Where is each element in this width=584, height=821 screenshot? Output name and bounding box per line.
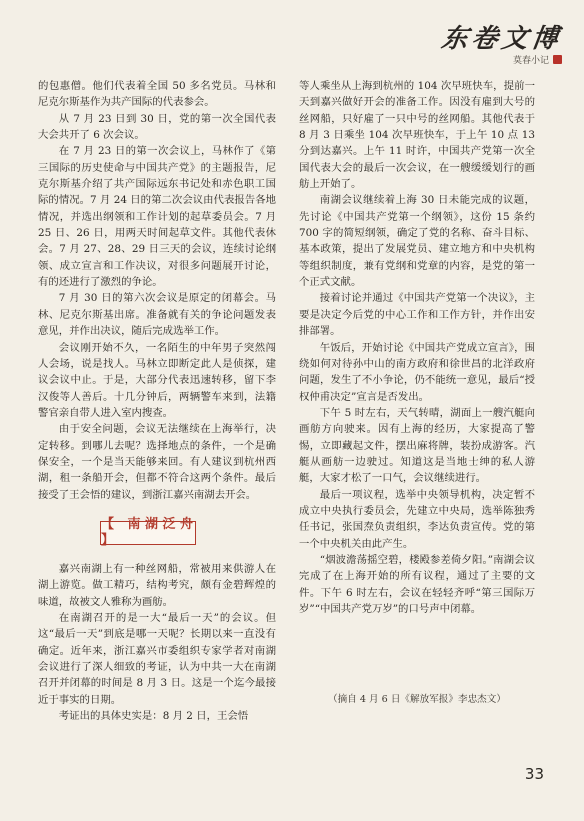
paragraph: 南湖会议继续着上海 30 日未能完成的议题，先讨论《中国共产党第一个纲领》，这份 15 条约 700 字的简短纲领，确定了党的名称、奋斗目标、基本政策，提出了发展党员、建立地方和中央机构等组织制度，兼有党纲和党章的内容，是党的第一个正式文献。 <box>299 194 535 289</box>
red-seal-icon <box>553 55 562 64</box>
paragraph: 嘉兴南湖上有一种丝网船，常被用来供游人在湖上游览。做工精巧，结构考究，颇有金碧辉煌的味道，故被文人雅称为画舫。 <box>38 562 276 608</box>
paragraph: “烟波澹荡摇空碧，楼殿参差倚夕阳。”南湖会议完成了在上海开始的所有议程，通过了主要的文件。下午 6 时左右，会议在轻轻齐呼“第三国际万岁”“中国共产党万岁”的口号声中闭幕。 <box>299 553 535 615</box>
left-column <box>38 78 276 724</box>
paragraph: 接着讨论并通过《中国共产党第一个决议》，主要是决定今后党的中心工作和工作方针，并作出安排部署。 <box>299 292 535 338</box>
paragraph: 在南湖召开的是一大“最后一天”的会议。但这“最后一天”到底是哪一天呢？长期以来一直没有确定。近年来，浙江嘉兴市委组织专家学者对南湖会议进行了深人细致的考证，认为中共一大在南湖召开并闭幕的时间是 8 月 3 日。这是一个迄今最接近于事实的日期。 <box>38 611 276 706</box>
masthead-title: 东卷文博 <box>439 24 564 54</box>
paragraph: 会议刚开始不久，一名陌生的中年男子突然闯人会场，说是找人。马林立即断定此人是侦探，建议会议中止。于是，大部分代表迅速转移，留下李汉俊等人善后。十几分钟后，两辆警车来到，法籍警官亲自带人进入室内搜查。 <box>38 341 276 419</box>
paragraph: 7 月 30 日的第六次会议是原定的闭幕会。马林、尼克尔斯基出席。准备就有关的争论问题发表意见，并作出决议，随后完成选举工作。 <box>38 292 276 338</box>
paragraph: 考证出的具体史实是：8 月 2 日，王会悟 <box>58 710 249 723</box>
paragraph: 从 7 月 23 日到 30 日，党的第一次全国代表大会共开了 6 次会议。 <box>38 112 276 142</box>
section-heading: 【 南湖泛舟 】 <box>101 516 195 548</box>
source-note: （摘自 4 月 6 日《解放军报》李忠杰文） <box>328 694 506 705</box>
paragraph: 由于安全问题，会议无法继续在上海举行，决定转移。到哪儿去呢？选择地点的条件，一个是确保安全，一个是当天能够来回。有人建议到杭州西湖，租一条船开会，但都不符合这两个条件。最后接受了王会悟的建议，到浙江嘉兴南湖去开会。 <box>38 423 276 501</box>
paragraph: 下午 5 时左右，天气转晴，湖面上一艘汽艇向画舫方向驶来。因有上海的经历，大家提高了警惕，立即藏起文件，摆出麻将牌，装扮成游客。汽艇从画舫一边驶过。知道这是当地士绅的私人游艇，大家才松了一口气，会议继续进行。 <box>299 406 535 485</box>
right-column <box>299 78 535 617</box>
paragraph: 在 7 月 23 日的第一次会议上，马林作了《第三国际的历史使命与中国共产党》的主题报告，尼克尔斯基介绍了共产国际远东书记处和赤色职工国际的情况。7 月 24 日的第二次会议由代表报告各地情况，并选出纲领和工作计划的起草委员会。7 月 25 日、26 日，用两天时间起草文件。其他代表休会。7 月 27、28、29 日三天的会议，连续讨论纲领、成立宣言和工作决议，对很多问题展开讨论，有的还进行了激烈的争论。 <box>38 145 276 289</box>
paragraph: 的包惠僧。他们代表着全国 50 多名党员。马林和尼克尔斯基作为共产国际的代表参会。 <box>38 80 276 109</box>
masthead-signature: 莫春小记 <box>512 56 549 66</box>
page-number: 33 <box>524 765 544 783</box>
paragraph: 最后一项议程，选举中央领导机构，决定暂不成立中央执行委员会，先建立中央局，选举陈独秀任书记，张国焘负责组织，李达负责宣传。党的第一个中央机关由此产生。 <box>299 488 535 550</box>
paragraph: 等人乘坐从上海到杭州的 104 次早班快车，提前一天到嘉兴做好开会的准备工作。因没有雇到大号的丝网船，只好雇了一只中号的丝网船。其他代表于 8 月 3 日乘坐 104 次早班快车，于上午 10 点 13 分到达嘉兴。上午 11 时许，中国共产党第一次全国代表大会的最后一次会议，在一艘缓缓划行的画舫上开始了。 <box>299 80 535 191</box>
masthead <box>439 18 564 66</box>
paragraph: 午饭后，开始讨论《中国共产党成立宣言》，围绕如何对待孙中山的南方政府和徐世昌的北洋政府问题，发生了不小争论，仍不能统一意见，最后“授权仲甫决定”宣言是否发出。 <box>299 341 535 403</box>
